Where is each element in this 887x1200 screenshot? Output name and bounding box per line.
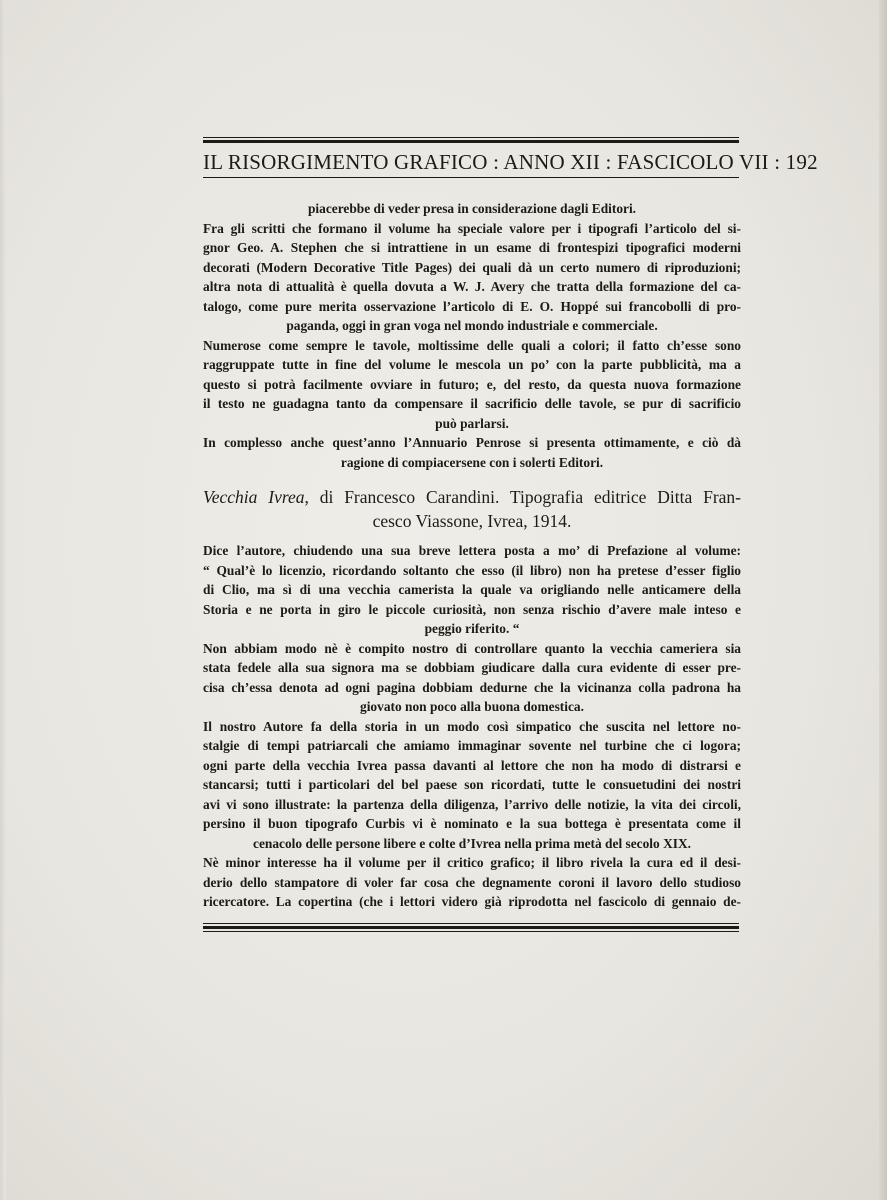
text-line: decorati (Modern Decorative Title Pages) dei quali dà un certo numero di riproduzioni; [203, 259, 741, 275]
text-line: il testo ne guadagna tanto da compensare il sacrificio delle tavole, se pur di sacrificio [203, 396, 741, 411]
text-line: stalgie di tempi patriarcali che amiamo immaginar sovente nel turbine che ci logora; [203, 738, 741, 753]
text-line: altra nota di attualità è quella dovuta a W. J. Avery che tratta della formazione del ca- [203, 279, 741, 294]
text-line: paganda, oggi in gran voga nel mondo industriale e commerciale. [286, 318, 658, 333]
text-line: In complesso anche quest’anno l’Annuario Penrose si presenta ottimamente, e ciò dà [203, 435, 741, 450]
text-line: Non abbiam modo nè è compito nostro di controllare quanto la vecchia cameriera sia [203, 640, 741, 656]
text-line: Dice l’autore, chiudendo una sua breve lettera posta a mo’ di Prefazione al volume: [203, 543, 741, 558]
text-line: questo si potrà facilmente ovviare in futuro; e, del resto, da questa nuova formazione [203, 376, 741, 392]
text-line: stata fedele alla sua signora ma se dobbiam giudicare dalla cura evidente di esser pre- [203, 660, 741, 675]
text-line: ogni parte della vecchia Ivrea passa davanti al lettore che non ha modo di distrarsi e [203, 757, 741, 773]
text-line: gnor Geo. A. Stephen che si intrattiene in un esame di frontespizi tipografici moderni [203, 240, 741, 255]
text-line: giovato non poco alla buona domestica. [360, 699, 584, 714]
text-line: può parlarsi. [435, 415, 509, 431]
text-line: piacerebbe di veder presa in considerazione dagli Editori. [307, 201, 637, 216]
text-line: cenacolo delle persone libere e colte d’Ivrea nella prima metà del secolo XIX. [253, 835, 691, 851]
text-line: derio dello stampatore di voler far cosa che degnamente coroni il lavoro dello studioso [203, 874, 741, 890]
text-line: “ Qual’è lo licenzio, ricordando soltanto che esso (il libro) non ha pretese d’esser figlio [203, 562, 741, 578]
text-line: cisa ch’essa denota ad ogni pagina dobbiam dedurne che la vicinanza colla padrona ha [203, 679, 741, 695]
text-line: Nè minor interesse ha il volume per il critico grafico; il libro rivela la cura ed il desi- [203, 855, 741, 870]
text-line: Il nostro Autore fa della storia in un modo così simpatico che suscita nel lettore no- [203, 718, 741, 734]
text-line: di Clio, ma sì di una vecchia camerista la quale va origliando nelle anticamere della [203, 582, 741, 597]
text-line: Fra gli scritti che formano il volume ha speciale valore per i tipografi l’articolo del si- [203, 220, 741, 236]
body-text-block [203, 541, 741, 912]
header-top-rule [203, 137, 739, 143]
text-line: peggio riferito. “ [424, 621, 520, 636]
section-title-italic: Vecchia Ivrea [203, 487, 305, 507]
page-right-edge [879, 0, 887, 1200]
text-line: ricercatore. La copertina (che i lettori videro già riprodotta nel fascicolo di gennaio de- [203, 894, 741, 909]
text-line: raggruppate tutte in fine del volume le mescola un po’ con la parte pubblicità, ma a [203, 357, 741, 372]
header-bottom-rule [203, 177, 739, 178]
footer-rule [203, 923, 739, 932]
section-title-rest: , di Francesco Carandini. Tipografia editrice Ditta Fran- [304, 487, 741, 507]
section-title-line2: cesco Viassone, Ivrea, 1914. [372, 511, 572, 531]
page-left-edge [0, 0, 6, 1200]
text-line: Storia e ne porta in giro le piccole curiosità, non senza rischio d’avere male inteso e [203, 601, 741, 617]
text-line: persino il buon tipografo Curbis vi è nominato e la sua bottega è presentata come il [203, 816, 741, 831]
top-text-block [203, 199, 741, 472]
text-line: avi vi sono illustrate: la partenza della diligenza, l’arrivo delle notizie, la vita dei circoli, [203, 796, 741, 812]
running-header: IL RISORGIMENTO GRAFICO : ANNO XII : FASCICOLO VII : 192 [203, 150, 818, 174]
text-line: talogo, come pure merita osservazione l’articolo di E. O. Hoppé sui francobolli di pro- [203, 298, 741, 314]
section-title [203, 485, 741, 533]
text-line: ragione di compiacersene con i solerti Editori. [340, 454, 604, 470]
text-line: stancarsi; tutti i particolari del bel paese son ricordati, tutte le consuetudini dei nostri [203, 777, 741, 792]
text-line: Numerose come sempre le tavole, moltissime delle quali a colori; il fatto ch’esse sono [203, 337, 741, 353]
